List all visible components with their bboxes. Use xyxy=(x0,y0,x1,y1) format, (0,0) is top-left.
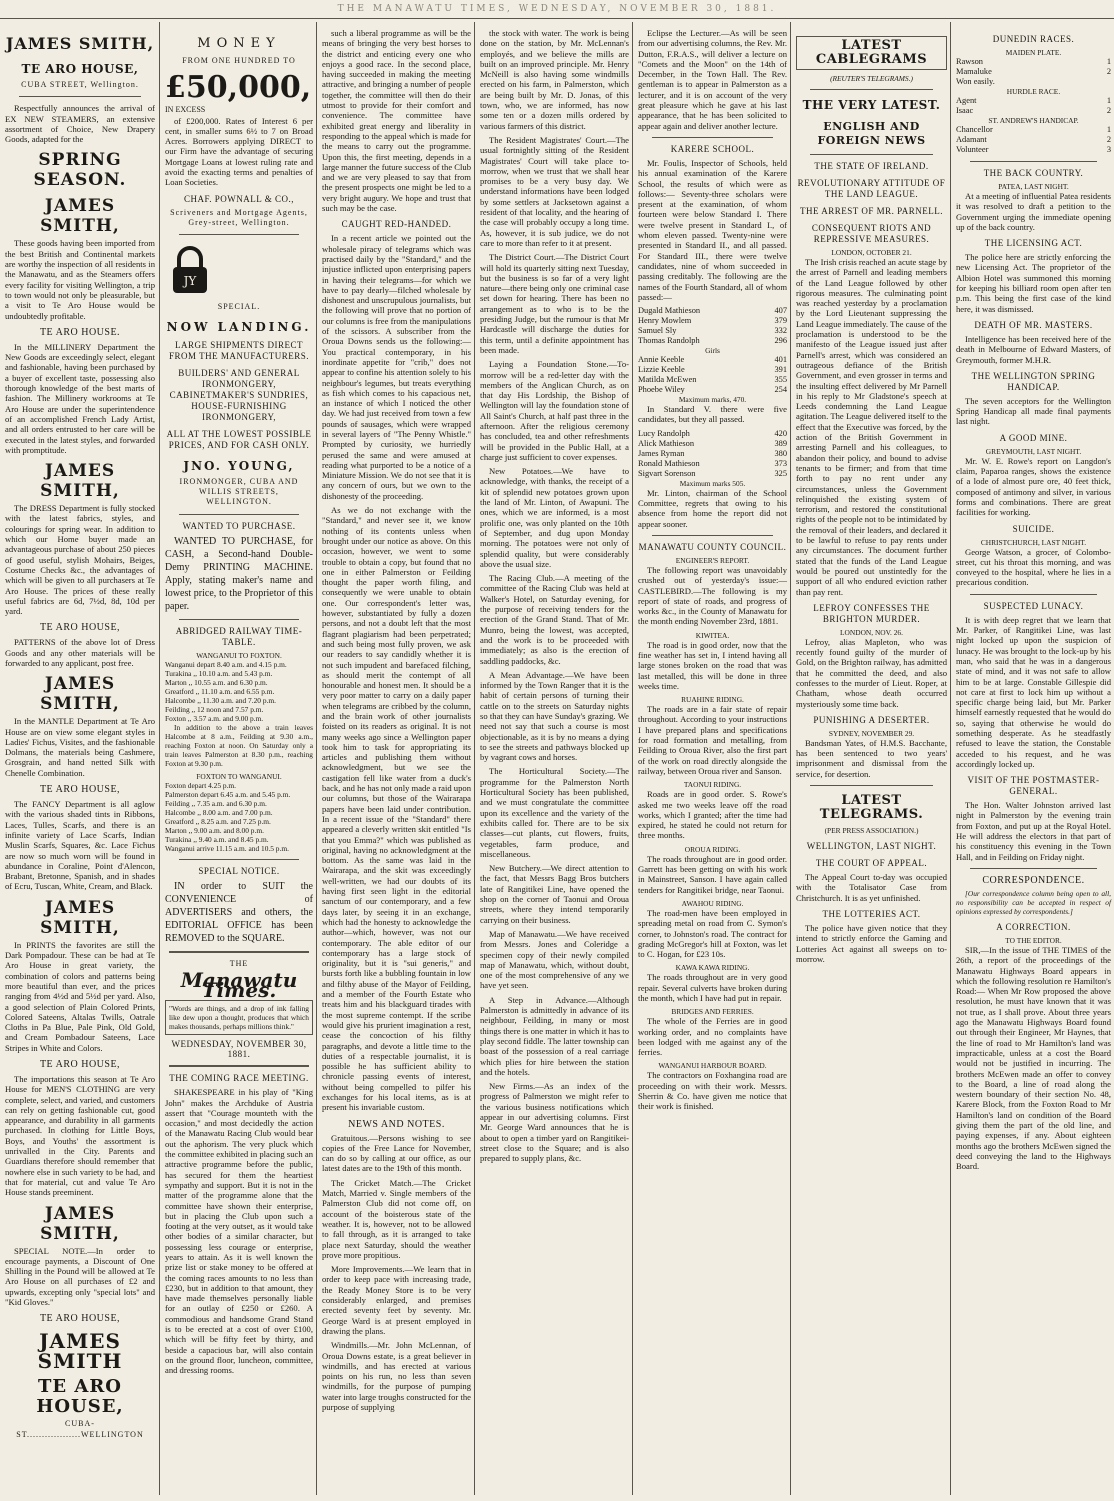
ad-paragraph: The importations this season at Te Aro House for MEN'S CLOTHING are very complete, select, and varied, and customers can rely on getting fashionable cut, good appearance, and durability in all garments purchased. In clothing for Little Boys, Boys, and Youths' the assortment is unrivalled in the City. Parents and Guardians therefore should remember that nowhere else in such variety to be had, and that for material, cut and value Te Aro House stands preeminent. xyxy=(5,1074,155,1198)
dateline: LONDON, NOV. 26. xyxy=(840,627,903,637)
timetable-row: Feilding ,, 7.35 a.m. and 6.30 p.m. xyxy=(165,798,267,808)
special-label: SPECIAL. xyxy=(217,301,261,311)
article-text: Roads are in good order. S. Rowe's asked me two weeks leave off the road works, which I granted; after the time had expired, he stated he could not return for three months. xyxy=(638,789,787,841)
row-label: Annie Keeble xyxy=(638,355,685,365)
store-heading: TE ARO HOUSE, xyxy=(39,622,121,634)
article-heading: THE WELLINGTON SPRING HANDICAP. xyxy=(971,370,1096,392)
news-item: The Racing Club.—A meeting of the committee of the Racing Club was held at Walker's Hotel, on Saturday evening, for the purpose of receiving tenders for the erection of the Grand Stand. That of Mr. Munro, being the lowest, was accepted, and the work is to be proceeded with immediately; as also is the erection of saddling paddocks, &c. xyxy=(480,573,629,666)
dateline: GREYMOUTH, LAST NIGHT. xyxy=(985,446,1082,456)
source-line: (REUTER'S TELEGRAMS.) xyxy=(830,74,913,83)
ad-paragraph: The DRESS Department is fully stocked with the latest fabrics, styles, and colourings for spring wear. In addition to which our Home buyer made an advantageous purchase of about 250 pieces of good useful, stylish Mohairs, Beiges, Costume Checks &c., the advantages of which will be given to all purchasers at Te Aro House. The prices of these really useful fabrics are 6d, 7½d, 8d, 10d per yard. xyxy=(5,503,155,617)
store-address: CUBA-ST..................WELLINGTON xyxy=(16,1419,144,1439)
article-text: Mr. Foulis, Inspector of Schools, held his annual examination of the Karere School, the results of which were as follows:— Seventy-three scholars were present at the examination, of whom fourteen were below Standard I. There were twelve present in Standard I., of whom eleven passed. Twenty-nine were presented in Standard II., and all passed. For Standard III., there were twelve candidates, nine of whom succeeded in passing creditably. The following are the names of the Fourth Standard, all of whom passed:— xyxy=(638,157,787,302)
article-text: The roads throughout are in good order. Garrett has been getting on with his work in Mainstreet, Sanson. I have again called tenders for Rangitikei bridge, near Taonui. xyxy=(638,853,787,895)
ad-paragraph: WANTED TO PURCHASE, for CASH, a Second-hand Double-Demy PRINTING MACHINE. Apply, stating maker's name and lowest price, to the Proprietor of this paper. xyxy=(165,535,313,612)
row-value: 389 xyxy=(774,438,787,448)
article-text: The contractors on Foxhangina road are proceeding on with their work. Messrs. Sherrin & Co. have given me notice that their work is finished. xyxy=(638,1070,787,1112)
addressee: TO THE EDITOR. xyxy=(1005,935,1062,945)
cablegrams-heading: LATEST CABLEGRAMS xyxy=(796,36,947,70)
row-label: James Ryman xyxy=(638,448,685,458)
row-label: Lucy Randolph xyxy=(638,428,690,438)
news-item: A Step in Advance.—Although Palmerston is admittedly in advance of its neighbour, Feilding, in many or most things there is one matter in which it has to play second fiddle. The latter township can boast of the possession of a real carriage which plies for hire between the station and the hotels. xyxy=(480,994,629,1077)
correspondence-heading: CORRESPONDENCE. xyxy=(982,874,1085,886)
race-heading: ST. ANDREW'S HANDICAP. xyxy=(988,116,1079,125)
timetable-row: Foxton depart 4.25 p.m. xyxy=(165,780,237,790)
row-value: 1 xyxy=(1106,57,1111,66)
article-heading: CONSEQUENT RIOTS AND REPRESSIVE MEASURES. xyxy=(811,223,932,244)
source-line: (PER PRESS ASSOCIATION.) xyxy=(824,826,919,836)
article-heading: PUNISHING A DESERTER. xyxy=(813,714,930,725)
marks-row xyxy=(638,469,787,479)
news-item: The District Court.—The District Court will hold its quarterly sitting next Tuesday, but the business is so far of a very light nature—there being only one criminal case set down for hearing. There has been no arrangement as to who is to be the presiding Judge, but the rumour is that Mr Hardcastle will discharge the duties for this term, until a definite appointment has been made. xyxy=(480,252,629,355)
article-text: such a liberal programme as will be the means of bringing the very best horses to the district and enticing every one who enjoys a good race. In the second place, having succeeded in making the meeting attractive, and bringing a number of people together, the committee will then do their utmost to provide for their comfort and convenience. The committee have exhibited great energy and liberality in responding to the appeal which is made for the means to carry out the programme. Upon this, the first meeting, depends in a large manner the future success of the Club and we are very pleased to say that from the present prospects one might be led to a very bright augury. We hope and trust that such may be the case. xyxy=(322,28,471,214)
firm-address: Scriveners and Mortgage Agents, Grey-street, Wellington. xyxy=(170,207,308,227)
ad-paragraph: Respectfully announces the arrival of EX NEW STEAMERS, an extensive assortment of Choice, New Drapery Goods, adapted for the xyxy=(5,103,155,145)
article-subheading: ENGINEER'S REPORT. xyxy=(675,555,750,565)
store-name: TE ARO HOUSE, xyxy=(36,1376,124,1418)
season-heading: SPRING SEASON. xyxy=(33,150,127,191)
news-item: the stock with water. The work is being done on the station, by Mr. McLennan's employés, and we believe the mills are built on an improved principle. Mr. Henry McNeill is also having some windmills erected on his farm, in Palmerston, which are being built by Mr. D. Jonas, of this town, who, we are informed, has now some ten or a dozen mills ordered by various farmers of this district. xyxy=(480,28,629,131)
column-rule xyxy=(316,22,317,1495)
row-label: Agent xyxy=(956,96,977,105)
result-row xyxy=(956,67,1111,77)
marks-subheading: Girls xyxy=(705,346,720,356)
result-row xyxy=(956,145,1111,155)
dateline: PATEA, LAST NIGHT. xyxy=(998,182,1069,191)
row-value: 373 xyxy=(774,458,787,468)
money-subheading: FROM ONE HUNDRED TO xyxy=(182,56,296,65)
news-item: More Improvements.—We learn that in order to keep pace with increasing trade, the Ready Money Store is to be very considerably enlarged, and premises erected seventy feet by seventy. Mr. George Ward is at present employed in drawing the plans. xyxy=(322,1264,471,1336)
timetable-row: Turakina ,, 9.40 a.m. and 8.45 p.m. xyxy=(165,834,269,844)
railway-note: In addition to the above a train leaves Halcombe at 8 a.m., Feilding at 9.30 a.m., reaching Foxton at noon. On Saturday only a train leaves Palmerston at 8.30 p.m., reaching Foxton at 9.30 p.m. xyxy=(165,722,313,768)
advertiser-name: JAMES SMITH, xyxy=(40,196,120,237)
article-heading: THE BACK COUNTRY. xyxy=(983,168,1084,178)
article-heading: THE VERY LATEST. xyxy=(802,98,941,112)
marks-table xyxy=(638,355,787,395)
timetable-row: Wanganui depart 8.40 a.m. and 4.15 p.m. xyxy=(165,659,287,669)
loan-amount-tail: IN EXCESS xyxy=(165,105,206,115)
article-text: It is with deep regret that we learn that Mr. Parker, of Rangitikei Line, was last night locked up upon the suspicion of lunacy. He was brought to the lock-up by his man, who said that he was in a dangerous state of mind, and it was not safe to allow him to be at large. Constable Gillespie did not care at first to lock him up without a specific charge being laid, but Mr. Parker himself earnestly requested that he would do so, saying that otherwise he would do something desperate. As he steadfastly refused to leave the station, the Constable acceded to his request, and he was accordingly locked up. xyxy=(956,614,1111,769)
column-2-advertisements xyxy=(162,28,316,1495)
result-row xyxy=(956,57,1111,67)
correspondence-note: [Our correspondence column being open to all, no responsibility can be accepted in respect of opinions expressed by correspondents.] xyxy=(956,888,1111,916)
ad-paragraph: In PRINTS the favorites are still the Dark Pompadour. These can be had at Te Aro House in great variety, the combination of colors and patterns being more beautiful than ever, and the prices ranging from 4½d and 5½d per yard. Also, a good selection of Plain Colored Prints, Colored Sateens, Altalas Twills, Oatrale Cloths in Pa Blue, Pale Pink, Old Gold, and Cream Pombadour Sateens, Lace Stripes in White and Colors. xyxy=(5,939,155,1053)
row-label: Samuel Sly xyxy=(638,326,677,336)
ad-paragraph: The FANCY Department is all aglow with the various shaded tints in Ribbons, Laces, Tulles, Scarfs, and there is an infinite variety of Lace Scarfs, Indian Muslin Scarfs, Squares, &c. Lace Fichus are now so much worn will be found in abundance in Coraline, Point d'Alencon, Brabant, Bretonne, Spanish, and in shades of Ecru, Tuscan, White, Cream, and Black. xyxy=(5,799,155,892)
store-name: TE ARO HOUSE, xyxy=(21,62,139,76)
advertiser-name: JAMES SMITH, xyxy=(5,34,155,53)
article-heading: VISIT OF THE POSTMASTER-GENERAL. xyxy=(967,775,1100,797)
article-heading: THE LOTTERIES ACT. xyxy=(822,908,921,919)
article-text: The Hon. Walter Johnston arrived last night in Palmerston by the evening train from Foxton, and put up at the Royal Hotel. He will address the electors in that part of his constituency this evening in the Town Hall, and in Feilding on Friday night. xyxy=(956,800,1111,862)
ad-paragraph: In the MANTLE Department at Te Aro House are on view some elegant styles in Ladies' Fichus, Visites, and the fashionable Dolmans, the materials being Cashmere, Grosgrain, and hand netted Silk with Chenelle Combination. xyxy=(5,716,155,778)
article-heading: THE COURT OF APPEAL. xyxy=(815,858,928,869)
news-item: The Resident Magistrates' Court.—The usual fortnightly sitting of the Resident Magistrates' Court will take place to-morrow, when we trust that we shall hear promises to be a very busy day. We understand informations have been lodged by some settlers at Jacksetown against a resident of that locality, and the hearing of the case will probably occupy a long time. As, however, it is sub judice, we do not care to more than refer to it at present. xyxy=(480,134,629,248)
article-heading: THE STATE OF IRELAND. xyxy=(814,161,929,171)
news-item: Eclipse the Lecturer.—As will be seen from our advertising columns, the Rev. Mr. Dutton, F.R.A.S., will deliver a lecture on "Comets and the Moon" on the 14th of December, in the Town Hall. The Rev. gentleman is to appear in Palmerston as a lecturer, and it is on account of the very great pleasure which he gave at his last appearance, that he has been solicited to appear again and deliver another lecture. xyxy=(638,28,787,131)
row-label: Alick Mathieson xyxy=(638,438,695,448)
row-label: Mamaluke xyxy=(956,67,992,76)
timetable-row: Halcombe ,, 8.00 a.m. and 7.00 p.m. xyxy=(165,807,273,817)
column-4-local-news xyxy=(477,28,632,1495)
marks-row xyxy=(638,375,787,385)
riding-heading: KAWA KAWA RIDING. xyxy=(675,963,750,973)
article-heading: LEFROY CONFESSES THE BRIGHTON MURDER. xyxy=(813,602,930,624)
news-item: The Cricket Match.—The Cricket Match, Married v. Single members of the Palmerston Club did not come off, on account of the boisterous state of the weather. It is, however, not to be allowed to fall through, as it is arranged to take place next Saturday, should the weather prove more propitious. xyxy=(322,1177,471,1260)
timetable-row: Marton ,, 9.00 a.m. and 8.00 p.m. xyxy=(165,825,264,835)
article-heading: ENGLISH AND FOREIGN NEWS xyxy=(817,120,926,147)
railway-heading: ABRIDGED RAILWAY TIME-TABLE. xyxy=(175,625,303,647)
notice-text: IN order to SUIT the CONVENIENCE of ADVERTISERS and others, the EDITORIAL OFFICE has been REMOVED to the SQUARE. xyxy=(165,880,313,944)
ad-paragraph: In the MILLINERY Department the New Goods are exceedingly select, elegant and fashionable, having been purchased by a buyer of excellent taste, possessing also thorough knowledge of the best marts of fashion. The Millinery workrooms at Te Aro House are under the superintendence of an accomplished French Lady Artist, and all orders entrusted to her care will be executed in the latest styles, and forwarded with promptitude. xyxy=(5,341,155,455)
marks-table xyxy=(638,306,787,346)
row-label: Volunteer xyxy=(956,145,989,154)
article-heading: CAUGHT RED-HANDED. xyxy=(341,219,452,230)
news-item: Windmills.—Mr. John McLennan, of Oroua Downs estate, is a great believer in windmills, and has erected at various points on his run, no less than seven windmills, for the purpose of pumping water into large troughs constructed for the purpose of supplying xyxy=(322,1340,471,1412)
article-text: As we do not exchange with the "Standard," and never see it, we know nothing of its contents unless when brought under our notice as above. On this occasion, however, we went to some trouble to obtain a copy, but found that no one in either Palmerston or Feilding thought the paper worth filing, and consequently we were unable to obtain one. Our correspondent's letter was, however, substantiated by fully a dozen persons, and not a doubt left that the most flagrant plagiarism had been perpetrated; and such being most fully proven, we ask our readers to say candidly whether it is not such impudent and barefaced filching, as should merit the contempt of all honourable and honest men. It should be a very poor matter to carry on a daily paper when telegrams are cribbed by the column, and the brain work of other journalists foisted on its readers as original. It is not many weeks ago since a Wellington paper took him to task for appropriating its articles and publishing them without acknowledgment, but we see the castigation fell like water from a duck's back, and he has not only made a raid upon our columns, but those of the Wairarapa papers have been laid under contribution. In a recent issue of the "Standard" there appeared a cleverly written skit entitled "Is that you Emma?" which was published as original, having no acknowledgment at the bottom. As the same was laid in the Wairarapa, and the skit was exceedingly well-written, we had our doubts of its having first seen light in the editorial sanctum of our contemporary, and a few days later, by seeing it in an exchange, which had the honesty to acknowledge the author—which, however, was not our contemporary. The able editor of our contemporary has a large stock of originality, but it is "sui generis," and bursts forth like a bubbling fountain in low and filthy abuse of the Mayor of Feilding, and a member of the Fourth Estate who treats him and his blackguard tirades with the most supreme contempt. If the scribe would give his prurient imagination a rest, cease the concoction of his filthy paragraphs, and devote a little time to the duties of a respectable journalist, it is possible he has sufficient ability to chronicle passing events of interest, without being compelled to pilfer his exchanges for his local items, as is at present his invariable custom. xyxy=(322,505,471,1113)
riding-heading: OROUA RIDING. xyxy=(684,844,741,854)
marks-row xyxy=(638,316,787,326)
ad-paragraph: of £200,000. Rates of Interest 6 per cent, in smaller sums 6½ to 7 on Broad Acres. Borrowers applying DIRECT to our Firm have the advantage of securing Mortgage Loans at lowest ruling rate and avoid the exacting terms and penalties of Loan Societies. xyxy=(165,115,313,188)
article-text: The road-men have been employed in spreading metal on road from C. Symon's corner, to Johnston's road. The contract for grading McGregor's hill at Foxton, was let to C. Hogan, for £23 10s. xyxy=(638,907,787,960)
row-label: Thomas Randolph xyxy=(638,336,700,346)
advertiser-name: JAMES SMITH xyxy=(37,1329,123,1374)
article-text: The police here are strictly enforcing the new Licensing Act. The proprietor of the Albion Hotel was summoned this morning for keeping his billiard room open after ten p.m. This being the first case of the kind here, it was dismissed. xyxy=(956,252,1111,314)
row-label: Lizzie Keeble xyxy=(638,365,685,375)
result-row xyxy=(956,96,1111,106)
article-text: The roads throughout are in very good repair. Several culverts have broken during the month, which I have had put in repair. xyxy=(638,972,787,1003)
masthead-strip: THE MANAWATU TIMES, WEDNESDAY, NOVEMBER 30, 1881. xyxy=(0,4,1114,19)
row-value: 391 xyxy=(774,365,787,375)
marks-note: Maximum marks 505. xyxy=(679,478,746,488)
advertiser-name: JAMES SMITH, xyxy=(40,461,120,502)
svg-text:JY: JY xyxy=(183,274,197,289)
result-row xyxy=(956,135,1111,145)
column-3-editorial xyxy=(319,28,474,1495)
news-item: New Firms.—As an index of the progress of Palmerston we might refer to the various business notifications which appear in our advertising columns. First Mr. George Ward announces that he is about to open a timber yard on Rangitikei-street close to the Square; and is also prepared to supply plans, &c. xyxy=(480,1081,629,1164)
row-label: Ronald Mathieson xyxy=(638,458,700,468)
letter-text: SIR,—In the issue of THE TIMES of the 26th, a report of the proceedings of the Manawatu Highways Board appears in which the following resolution re Hamilton's Road:— When Mr Row proposed the above resolution, he must have known that it was not true, as I shall prove. About three years ago the Manawatu Highways Board found out through their Engineer, Mr Haynes, that the line of road to Mr Hamilton's land was impracticable, unless at a cost the Board would not be justified in incurring. The brothers McEwen made an offer to convey to the Board, a line of road along the western boundary of their section No. 48, Karere Block, from the Foxton Road to Mr Hamilton's land on condition of the Board giving them the part of the old line, and paying expenses, if any. About eighteen months ago the brothers McEwen signed the deed conveying the land to the Highways Board. xyxy=(956,944,1111,1172)
riding-heading: BRIDGES AND FERRIES. xyxy=(671,1007,754,1017)
dateline: WELLINGTON, LAST NIGHT. xyxy=(806,841,937,852)
row-value: 407 xyxy=(774,306,787,316)
article-text: SHAKESPEARE in his play of "King John" makes the Archduke of Austria assert that "Courage mounteth with the occasion," and most decidedly the action of the Manawatu Racing Club would bear out the aphorism. The very pluck which the committee exhibited in placing such an attractive programme before the public, has secured for them the heartiest sympathy and support. But it is not in the matter of the programme alone that the committee have shown their enterprise, but in placing the Club upon such a footing at the very outset, as it would take other bodies of a similar character, but possessing less courage or enterprise, years to attain. As it is well known the prize list or stake money to be offered at the coming races amounts to no less than £230, but in addition to that amount, they have made themselves personally liable for an outlay of £250 or £260. A commodious and handsome Grand Stand is to be erected at a cost of over £100, which will be fifty feet by thirty, and beside a capacious bar, will also contain on the ground floor, luncheon, committee, and dressing rooms. xyxy=(165,1087,313,1376)
padlock-trademark-icon xyxy=(165,245,215,295)
timetable-row: Wanganui arrive 11.15 a.m. and 10.5 p.m. xyxy=(165,843,289,853)
firm-name: JNO. YOUNG, xyxy=(183,458,295,473)
race-results xyxy=(956,96,1111,116)
row-label: Adamant xyxy=(956,135,987,144)
row-value: 1 xyxy=(1106,96,1111,105)
column-rule xyxy=(950,22,951,1495)
article-heading: THE LICENSING ACT. xyxy=(984,238,1083,249)
row-value: 296 xyxy=(774,336,787,346)
article-text: The whole of the Ferries are in good working order, and no complaints have been lodged with me against any of the ferries. xyxy=(638,1016,787,1058)
store-heading: TE ARO HOUSE, xyxy=(39,784,121,796)
row-value: 401 xyxy=(774,355,787,365)
dateline: LONDON, OCTOBER 21. xyxy=(831,248,912,257)
article-heading: SUSPECTED LUNACY. xyxy=(983,600,1084,611)
railway-subheading: FOXTON TO WANGANUI. xyxy=(196,771,282,781)
row-value: 332 xyxy=(774,326,787,336)
article-text: The seven acceptors for the Wellington Spring Handicap all made final payments last night. xyxy=(956,395,1111,427)
timetable-row: Greatford ,, 8.25 a.m. and 7.25 p.m. xyxy=(165,816,271,826)
row-value: 2 xyxy=(1106,135,1111,144)
result-row xyxy=(956,77,1111,87)
advertiser-name: JAMES SMITH, xyxy=(40,897,120,938)
article-text: George Watson, a grocer, of Colombo-street, cut his throat this morning, and was conveyed to the hospital, where he lies in a precarious condition. xyxy=(956,546,1111,588)
race-heading: MAIDEN PLATE. xyxy=(1005,48,1062,57)
row-label: Phoebe Wiley xyxy=(638,385,685,395)
row-value: 325 xyxy=(774,468,787,478)
article-text: The Appeal Court to-day was occupied with the Totalisator Case from Christchurch. It is as yet unfinished. xyxy=(796,872,947,903)
news-item: Laying a Foundation Stone.—To-morrow will be a red-letter day with the members of the Anglican Church, as on that day His Lordship, the Bishop of Wellington will lay the foundation stone of All Saint's Church, at half past three in the afternoon. After the religious ceremony has concluded, tea and other refreshments will be provided in the Public Hall, at a charge just sufficient to cover expenses. xyxy=(480,359,629,462)
column-7-telegrams xyxy=(953,28,1114,1495)
store-heading: TE ARO HOUSE, xyxy=(39,1059,121,1070)
column-rule xyxy=(159,22,160,1495)
result-row xyxy=(956,125,1111,135)
ad-line: BUILDERS' AND GENERAL IRONMONGERY, CABINETMAKER'S SUNDRIES, HOUSE-FURNISHING IRONMONGERY, xyxy=(169,367,309,422)
store-heading: TE ARO HOUSE, xyxy=(39,1313,121,1325)
marks-row xyxy=(638,459,787,469)
article-text: In Standard V. there were five candidates, but they all passed. xyxy=(638,404,787,425)
column-6-cablegrams xyxy=(793,28,950,1495)
news-item: The Horticultural Society.—The programme for the Palmerston North Horticultural Society has been published, and we must congratulate the committee upon its excellence and the variety of the exhibits called for. There are to be six classes—cut plants, cut flowers, fruits, vegetables, farm produce, and miscellaneous. xyxy=(480,766,629,859)
article-text: The following report was unavoidably crushed out of yesterday's issue:— CASTLEBIRD.—The following is my report of state of roads, and progress of works &c., in the County of Manawatu for the month ending November 23rd, 1881. xyxy=(638,564,787,627)
ad-line: ALL AT THE LOWEST POSSIBLE PRICES, AND FOR CASH ONLY. xyxy=(166,428,312,450)
column-rule xyxy=(790,22,791,1495)
firm-address: IRONMONGER, CUBA AND WILLIS STREETS, WELLINGTON. xyxy=(179,476,299,507)
row-label: Henry Mowlem xyxy=(638,316,692,326)
money-heading: MONEY xyxy=(197,36,281,51)
ad-paragraph: PATTERNS of the above lot of Dress Goods and any other materials will be forwarded to any applicant, post free. xyxy=(5,637,155,668)
article-heading: DUNEDIN RACES. xyxy=(992,34,1075,44)
news-item: Map of Manawatu.—We have received from Messrs. Jones and Coleridge a specimen copy of their newly compiled map of Manawatu, which, without doubt, one of the most comprehensive of any we have yet seen. xyxy=(480,928,629,991)
news-item: A Mean Advantage.—We have been informed by the Town Ranger that it is the habit of certain persons of turning their cattle on to the streets on Saturday nights so that they can have Sunday's grazing. We need not say that such a course is most objectionable, as it is by no means a dying to see the streets and pathways blocked up by vagrant cows and horses. xyxy=(480,669,629,763)
article-heading: MANAWATU COUNTY COUNCIL. xyxy=(638,541,787,552)
article-text: Mr. W. E. Rowe's report on Langdon's claim, Paparoa ranges, shows the existence of a lode of almost pure ore, 40 feet thick, composed of antimony and silver, in various forms and combinations. There are great facilities for working. xyxy=(956,455,1111,518)
column-rule xyxy=(632,22,633,1495)
railway-timetable xyxy=(165,660,313,723)
firm-name: CHAF. POWNALL & CO., xyxy=(184,193,294,204)
marks-row xyxy=(638,355,787,365)
riding-heading: AWAHOU RIDING. xyxy=(681,898,744,908)
article-heading: THE ARREST OF MR. PARNELL. xyxy=(799,206,944,216)
row-label: Dugald Mathieson xyxy=(638,306,701,316)
row-value: 355 xyxy=(774,375,787,385)
row-value: 2 xyxy=(1106,67,1111,76)
timetable-row: Foxton ,, 3.57 a.m. and 9.00 p.m. xyxy=(165,713,264,723)
riding-heading: WANGANUI HARBOUR BOARD. xyxy=(658,1061,767,1071)
notice-heading: SPECIAL NOTICE. xyxy=(198,865,280,876)
dateline: CHRISTCHURCH, LAST NIGHT. xyxy=(980,537,1087,547)
timetable-row: Turakina ,, 10.10 a.m. and 5.43 p.m. xyxy=(165,668,273,678)
row-label: Sigvart Sorenson xyxy=(638,468,696,478)
news-item: New Potatoes.—We have to acknowledge, with thanks, the receipt of a kit of splendid new potatoes grown upon the land of Mr. Linton, of Awapuni. The ones, which we are informed, is a most prolific one, was only planted on the 10th of September, and dug upon Monday morning. The potatoes were not only of splendid quality, but were considerably above the usual size. xyxy=(480,466,629,569)
wanted-heading: WANTED TO PURCHASE. xyxy=(182,520,296,531)
row-value: 2 xyxy=(1106,106,1111,115)
row-value: 3 xyxy=(1106,145,1111,154)
advertiser-name: JAMES SMITH, xyxy=(40,1203,120,1244)
marks-table xyxy=(638,429,787,479)
article-text: At a meeting of influential Patea residents it was resolved to draft a petition to the Government urging the immediate opening up of the back country. xyxy=(956,191,1111,232)
article-heading: REVOLUTIONARY ATTITUDE OF THE LAND LEAGUE. xyxy=(797,178,946,199)
article-text: In a recent article we pointed out the wholesale piracy of telegrams which was practised daily by the "Standard," and the injustice inflicted upon enterprising papers in having their telegrams—for which we have to pay dearly—filched wholesale by dishonest and unscrupulous journalists, but the following will prove that no portion of our columns is free from the manipulations of the scissors. A subscriber from the Oroua Downs sends us the following:— You practical contemporary, in his inordinate appetite for "crib," does not appear to confine his attention solely to his neighbour's legumes, but treats everything as fish which comes to his capacious net, an instance of which I noticed the other day. We had just received from town a few pounds of sausages, which were wrapped in several layers of "The Penny Whistle." Prompted by curiosity, we hurriedly perused the same and were amused at reading what purported to be a notice of a Miniature Mission. We do not see that it is any concern of ours, but we own to the dishonesty of the proceeding. xyxy=(322,233,471,501)
store-heading: TE ARO HOUSE. xyxy=(39,326,121,338)
row-value: 254 xyxy=(774,385,787,395)
article-text: The road is in good order, now that the fine weather has set in, I intend having all large stones broken on the road that was last metalled, this will be done in three weeks time. xyxy=(638,639,787,691)
row-value: 420 xyxy=(774,428,787,438)
riding-heading: KIWITEA. xyxy=(695,630,730,640)
paper-title: Manawatu Times. xyxy=(180,968,298,1003)
marks-row xyxy=(638,449,787,459)
row-value: 1 xyxy=(1106,125,1111,134)
article-heading: THE COMING RACE MEETING. xyxy=(169,1073,309,1084)
article-text: The roads are in a fair state of repair throughout. According to your instructions I have prepared plans and specifications for road formation and metalling, from Feilding to Oroua River, also the first part of the work on road directly alongside the railway, between Oroua river and Sanson. xyxy=(638,704,787,776)
row-value: 379 xyxy=(774,316,787,326)
article-heading: A CORRECTION. xyxy=(996,921,1071,932)
column-rule xyxy=(474,22,475,1495)
row-label: Chancellor xyxy=(956,125,993,134)
article-heading: SUICIDE. xyxy=(1012,523,1055,534)
article-heading: A GOOD MINE. xyxy=(999,432,1068,443)
race-results xyxy=(956,125,1111,155)
article-heading: KARERE SCHOOL. xyxy=(670,143,755,154)
race-results xyxy=(956,57,1111,87)
timetable-row: Greatford ,, 11.10 a.m. and 6.55 p.m. xyxy=(165,686,275,696)
row-value xyxy=(1096,77,1111,87)
marks-row xyxy=(638,365,787,375)
paper-the: THE xyxy=(229,958,249,968)
news-heading: NEWS AND NOTES. xyxy=(348,1118,445,1130)
column-5-reports xyxy=(635,28,790,1495)
marks-row xyxy=(638,439,787,449)
news-item: Gratuitous.—Persons wishing to see copies of the Free Lance for November, can do so by calling at our office, as our latest dates are to the 19th of this month. xyxy=(322,1132,471,1174)
marks-note: Maximum marks, 470. xyxy=(678,395,747,405)
article-text: Mr. Linton, chairman of the School Committee, regrets that owing to his absence from home the report did not appear sooner. xyxy=(638,487,787,529)
marks-row xyxy=(638,306,787,316)
railway-subheading: WANGANUI TO FOXTON. xyxy=(196,650,282,660)
marks-row xyxy=(638,385,787,395)
ad-paragraph: SPECIAL NOTE.—In order to encourage payments, a Discount of One Shilling in the Pound will be allowed at Te Aro House on all purchases of £2 and upwards, excepting only "special lots" and "Kid Gloves." xyxy=(5,1245,155,1308)
article-text: The Irish crisis reached an acute stage by the arrest of Parnell and leading members of the Land League followed by other rigorous measures. The culminating point was reached yesterday by a proclamation by the Lord Lieutenant suppressing the Land League immediately. The cause of the proclamation is understood to be the manifesto of the League issued just after Parnell's arrest, which was considered an outrageous defiance of the British Government, and even grosser in terms and the insulting effect delivered by Mr Parnell in his reply to Mr Gladstone's speech at Leeds condemning the Land League agitation. The League delivered itself to the effect that the Executive was forced, by the action of the British Government in arresting Parnell and his colleagues, to abandon their policy, and bound to advise tenants to be firmer; and from that time forth to pay no rent under any circumstances, unless the Government relinquished the existing system of terrorism, and restored the constitutional rights of the people not to be intimidated by the removal of their leaders, and declared it to be lawful to refuse to pay rents under any circumstances. The document further stated that the funds of the Land League would be poured out unstintedly for the support of all who endured eviction rather than pay rent. xyxy=(796,257,947,597)
row-label: Won easily. xyxy=(956,77,995,86)
column-1-advertisement xyxy=(2,28,158,1495)
store-address: CUBA STREET, Wellington. xyxy=(21,80,139,89)
article-heading: DEATH OF MR. MASTERS. xyxy=(974,319,1093,330)
article-text: Intelligence has been received here of the death in Melbourne of Edward Masters, of Greymouth, former M.H.R. xyxy=(956,333,1111,365)
row-label: Matilda McEwen xyxy=(638,375,697,385)
timetable-row: Halcombe ,, 11.30 a.m. and 7.20 p.m. xyxy=(165,695,276,705)
ad-line: LARGE SHIPMENTS DIRECT FROM THE MANUFACTURERS. xyxy=(169,339,309,361)
row-label: Isaac xyxy=(956,106,974,115)
paper-motto: "Words are things, and a drop of ink falling like dew upon a thought, produces that which makes thousands, perhaps millions think." xyxy=(165,1000,313,1035)
article-text: The police have given notice that they intend to strictly enforce the Gaming and Lotteries Act against all sweeps on to-morrow. xyxy=(796,922,947,964)
riding-heading: RUAHINE RIDING. xyxy=(681,695,744,705)
dateline: SYDNEY, NOVEMBER 29. xyxy=(828,728,915,738)
marks-row xyxy=(638,336,787,346)
row-value: 380 xyxy=(774,448,787,458)
loan-amount: £50,000, xyxy=(165,70,312,106)
news-item: New Butchery.—We direct attention to the fact, that Messrs Bagg Bros butchers late of Rangitikei Line, have opened the shop on the corner of Taonui and Oroua streets, where they intend temporarily carrying on their business. xyxy=(480,863,629,925)
marks-row xyxy=(638,429,787,439)
marks-row xyxy=(638,326,787,336)
row-label: Rawson xyxy=(956,57,983,66)
timetable-row: Feilding ,, 12 noon and 7.57 p.m. xyxy=(165,704,264,714)
ad-paragraph: These goods having been imported from the best British and Continental markets are worthy the inspection of all residents in the Manawatu, and as the Steamers offers every facility for visiting Wellington, a trip to town would not only be pleasurable, but a visit to Te Aro House would be undoubtedly profitable. xyxy=(5,238,155,321)
article-text: Bandsman Yates, of H.M.S. Bacchante, has been sentenced to two years' imprisonment and dismissal from the service, for desertion. xyxy=(796,737,947,779)
race-heading: HURDLE RACE. xyxy=(1006,87,1061,96)
landing-heading: NOW LANDING. xyxy=(166,319,312,334)
riding-heading: TAONUI RIDING. xyxy=(683,780,742,790)
issue-date: WEDNESDAY, NOVEMBER 30, 1881. xyxy=(171,1038,307,1059)
timetable-row: Marton ,, 10.55 a.m. and 6.30 p.m. xyxy=(165,677,268,687)
timetable-row: Palmerston depart 6.45 a.m. and 5.45 p.m. xyxy=(165,789,291,799)
railway-timetable xyxy=(165,781,313,853)
telegrams-heading: LATEST TELEGRAMS. xyxy=(819,793,924,823)
article-text: Lefroy, alias Mapleton, who was recently found guilty of the murder of Gold, on the Brighton railway, has admitted that he committed the deed, and also confesses to the murder of Lieut. Roper, at Chatham, whose death occurred mysteriously some time back. xyxy=(796,636,947,709)
result-row xyxy=(956,106,1111,116)
advertiser-name: JAMES SMITH, xyxy=(40,674,120,715)
